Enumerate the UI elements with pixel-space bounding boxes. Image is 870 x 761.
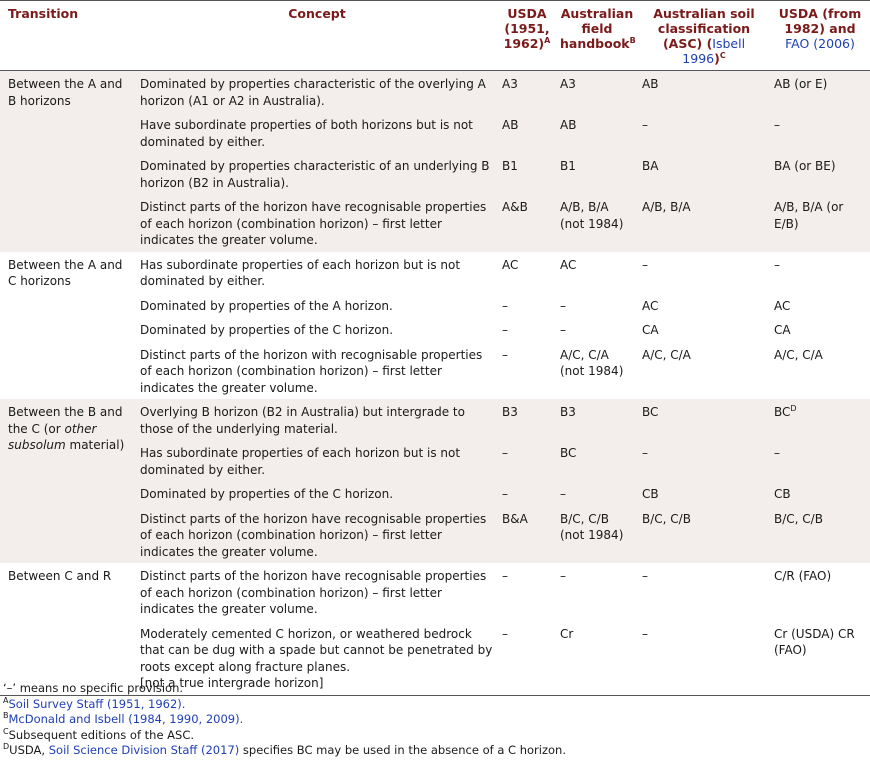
asc-cell: AB	[638, 71, 770, 113]
concept-cell: Have subordinate properties of both horizons but is not dominated by either.	[136, 112, 498, 153]
concept-cell: Dominated by properties characteristic of an underlying B horizon (B2 in Australia).	[136, 153, 498, 194]
transition-text-emphasis: other subsolum	[8, 421, 97, 452]
header-usda-1951	[498, 1, 556, 71]
usda1982-cell: CA	[774, 323, 791, 337]
group-b-c	[0, 399, 870, 563]
table-row	[0, 563, 870, 621]
asc-cell: CA	[642, 323, 659, 337]
header-usda1982-line1: USDA (from	[778, 6, 862, 21]
usda1951-cell: –	[498, 440, 556, 481]
usda1982-cell: –	[770, 440, 870, 481]
transition-text-end: material)	[65, 438, 125, 452]
usda1982-cell: –	[770, 112, 870, 153]
concept-cell: Overlying B horizon (B2 in Australia) but intergrade to those of the underlying material.	[136, 399, 498, 440]
usda1982-cell: B/C, C/B	[770, 506, 870, 564]
afh-cell: B/C, C/B (not 1984)	[556, 506, 638, 564]
footnote-b	[3, 712, 867, 728]
transition-cell: Between C and R	[8, 569, 112, 583]
usda1951-cell: AC	[502, 257, 519, 272]
usda1982-cell: –	[774, 257, 780, 272]
footnote-dash: ‘–’ means no specific provision.	[3, 681, 184, 695]
footnote-mark-c: C	[719, 50, 726, 60]
concept-cell: Distinct parts of the horizon with recognisable properties of each horizon (combination horizon) – first letter indicates the greater volume.	[140, 347, 483, 395]
soil-science-division-link[interactable]: Soil Science Division Staff (2017)	[48, 743, 240, 757]
header-usda-1951-line3: 1962)	[503, 36, 545, 51]
header-transition: Transition	[8, 6, 79, 21]
afh-cell: BC	[556, 440, 638, 481]
usda1951-cell: –	[502, 323, 508, 337]
transition-cell	[0, 399, 136, 563]
footnote-d	[3, 743, 867, 759]
table-row	[0, 252, 870, 293]
header-australian-field-handbook	[556, 1, 638, 71]
header-usda-1951-line1: USDA	[507, 6, 547, 21]
usda1951-cell: –	[502, 347, 508, 362]
header-asc	[638, 1, 770, 71]
usda1951-cell: B&A	[498, 506, 556, 564]
usda1951-cell: A3	[498, 71, 556, 113]
asc-cell: CB	[638, 481, 770, 506]
usda1951-cell: –	[498, 481, 556, 506]
group-a-c	[0, 252, 870, 400]
footnote-c-text: Subsequent editions of the ASC.	[8, 727, 195, 742]
concept-cell: Has subordinate properties of each horizon but is not dominated by either.	[140, 257, 461, 288]
header-asc-line3: (ASC) (	[662, 36, 713, 51]
afh-cell: AB	[556, 112, 638, 153]
table-row	[0, 399, 870, 440]
usda1982-cell: CB	[770, 481, 870, 506]
header-asc-close: )	[714, 51, 720, 66]
usda1982-cell: Cr (USDA) CR (FAO)	[774, 626, 855, 657]
footnote-mark-d: D	[790, 404, 797, 413]
footnote-c-mark: C	[3, 726, 9, 736]
footnote-c	[3, 728, 867, 744]
concept-note: [not a true intergrade horizon]	[140, 676, 324, 690]
header-usda1982-line2: 1982) and	[784, 21, 856, 36]
afh-cell: B3	[556, 399, 638, 440]
mcdonald-isbell-link[interactable]: McDonald and Isbell (1984, 1990, 2009).	[8, 712, 244, 726]
usda1951-cell: B1	[498, 153, 556, 194]
usda1951-cell: A&B	[498, 194, 556, 252]
transition-cell: Between the A and C horizons	[8, 257, 123, 288]
header-afh-line3: handbook	[560, 36, 630, 51]
asc-cell: –	[638, 112, 770, 153]
afh-cell: –	[556, 481, 638, 506]
footnote-a-mark: A	[3, 695, 9, 705]
afh-cell: AC	[560, 257, 577, 272]
footnote-mark-b: B	[629, 35, 636, 45]
header-asc-line1: Australian soil	[653, 6, 755, 21]
usda1982-cell: A/B, B/A (or E/B)	[770, 194, 870, 252]
header-concept: Concept	[288, 6, 346, 21]
asc-cell: AC	[642, 298, 659, 313]
usda1951-cell: B3	[498, 399, 556, 440]
asc-cell: BA	[638, 153, 770, 194]
afh-cell: A/C, C/A (not 1984)	[560, 347, 624, 378]
asc-cell: –	[642, 626, 648, 641]
concept-cell: Dominated by properties of the A horizon.	[140, 298, 393, 313]
afh-cell: –	[560, 569, 566, 583]
usda1982-cell: AC	[774, 298, 791, 313]
afh-cell: B1	[556, 153, 638, 194]
usda1982-cell: C/R (FAO)	[774, 569, 832, 583]
isbell-1996-link[interactable]: Isbell 1996	[682, 36, 746, 66]
usda1951-cell: –	[502, 569, 508, 583]
transition-cell: Between the A and B horizons	[0, 71, 136, 252]
concept-text: Moderately cemented C horizon, or weathered bedrock that can be dug with a spade but cannot be penetrated by roots except along fracture planes.	[140, 626, 493, 674]
afh-cell: A3	[556, 71, 638, 113]
concept-cell: Distinct parts of the horizon have recognisable properties of each horizon (combination horizon) – first letter indicates the greater volume.	[140, 569, 487, 616]
usda1951-cell: AB	[498, 112, 556, 153]
footnote-d-post: specifies BC may be used in the absence of a C horizon.	[239, 743, 566, 757]
group-a-b	[0, 71, 870, 252]
header-afh-line1: Australian	[560, 6, 634, 21]
header-usda-1951-line2: (1951,	[504, 21, 550, 36]
afh-cell: –	[560, 298, 566, 313]
afh-cell: –	[560, 323, 566, 337]
afh-cell: Cr	[560, 626, 574, 641]
usda1982-cell: AB (or E)	[770, 71, 870, 113]
usda1951-cell: –	[502, 298, 508, 313]
footnote-mark-a: A	[544, 35, 551, 45]
footnote-d-mark: D	[3, 742, 10, 752]
asc-cell: BC	[638, 399, 770, 440]
concept-cell: Dominated by properties of the C horizon.	[140, 323, 394, 337]
usda1982-value: BC	[774, 405, 791, 419]
asc-cell: A/C, C/A	[642, 347, 691, 362]
concept-cell: Has subordinate properties of each horizon but is not dominated by either.	[136, 440, 498, 481]
header-row	[0, 1, 870, 71]
table-row	[0, 71, 870, 113]
soil-survey-staff-link[interactable]: Soil Survey Staff (1951, 1962).	[8, 696, 186, 711]
concept-cell: Distinct parts of the horizon have recognisable properties of each horizon (combination horizon) – first letter indicates the greater volume.	[136, 506, 498, 564]
asc-cell: B/C, C/B	[638, 506, 770, 564]
asc-cell: –	[642, 257, 648, 272]
usda1982-cell: A/C, C/A	[774, 347, 823, 362]
group-c-r	[0, 563, 870, 695]
concept-cell: Distinct parts of the horizon have recognisable properties of each horizon (combination horizon) – first letter indicates the greater volume.	[136, 194, 498, 252]
concept-cell: Dominated by properties characteristic of the overlying A horizon (A1 or A2 in Australia).	[136, 71, 498, 113]
header-afh-line2: field	[581, 21, 613, 36]
asc-cell: –	[638, 440, 770, 481]
usda1982-cell	[770, 399, 870, 440]
header-asc-line2: classification	[657, 21, 751, 36]
asc-cell: A/B, B/A	[638, 194, 770, 252]
header-usda-1982-fao	[770, 1, 870, 71]
afh-cell: A/B, B/A (not 1984)	[556, 194, 638, 252]
usda1982-cell: BA (or BE)	[770, 153, 870, 194]
footnotes	[3, 681, 867, 759]
usda1951-cell: –	[502, 626, 508, 641]
transition-text-start: Between the B and the C (or	[8, 405, 123, 436]
footnote-d-pre: USDA,	[9, 743, 49, 757]
concept-cell: Dominated by properties of the C horizon.	[136, 481, 498, 506]
fao-2006-link[interactable]: FAO (2006)	[785, 36, 855, 51]
footnote-b-mark: B	[3, 711, 9, 721]
asc-cell: –	[642, 569, 648, 583]
footnote-a	[3, 697, 867, 713]
